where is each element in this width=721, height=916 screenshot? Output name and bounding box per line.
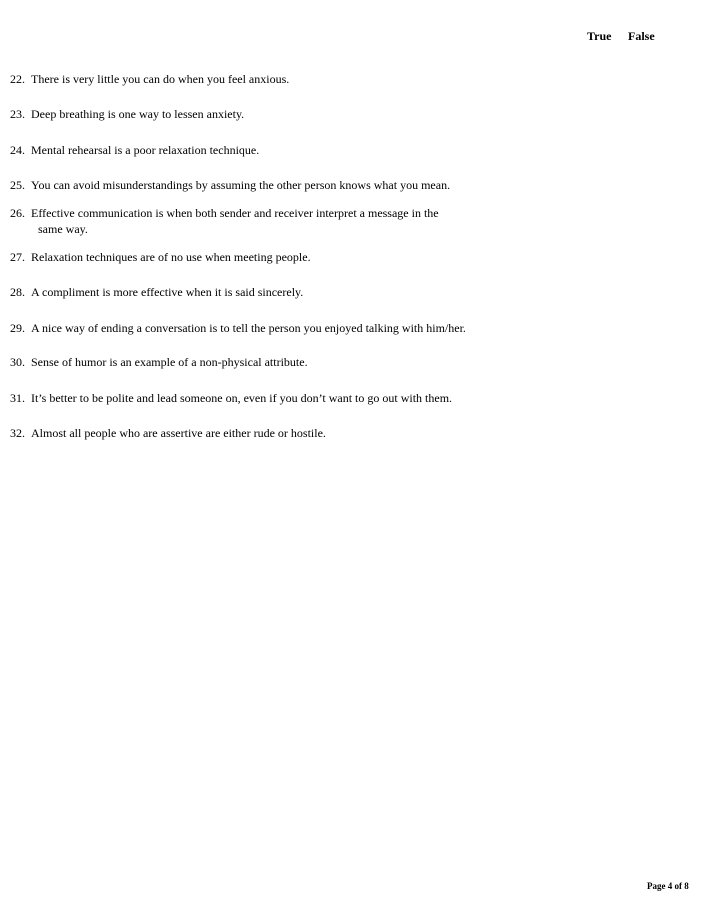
question-number: 29. [10, 321, 25, 335]
question-30 [10, 354, 308, 370]
question-text: A compliment is more effective when it is said sincerely. [31, 285, 304, 299]
question-number: 28. [10, 285, 25, 299]
question-number: 26. [10, 206, 25, 220]
question-text: A nice way of ending a conversation is to tell the person you enjoyed talking with him/her. [31, 321, 466, 335]
question-text: It’s better to be polite and lead someone on, even if you don’t want to go out with them. [31, 391, 453, 405]
question-number: 27. [10, 250, 25, 264]
question-22 [10, 71, 289, 87]
true-column-header: True [587, 29, 612, 43]
question-25 [10, 177, 450, 193]
question-text: Sense of humor is an example of a non-physical attribute. [31, 355, 308, 369]
question-number: 22. [10, 72, 25, 86]
question-text: You can avoid misunderstandings by assuming the other person knows what you mean. [31, 178, 451, 192]
question-number: 23. [10, 107, 25, 121]
question-text: Relaxation techniques are of no use when meeting people. [31, 250, 311, 264]
question-text-continuation: same way. [38, 222, 88, 236]
question-32 [10, 425, 326, 441]
question-text: Almost all people who are assertive are either rude or hostile. [31, 426, 326, 440]
question-23 [10, 106, 244, 122]
question-28 [10, 284, 303, 300]
question-text: Mental rehearsal is a poor relaxation technique. [31, 143, 260, 157]
question-text: Effective communication is when both sender and receiver interpret a message in the [31, 206, 439, 220]
question-number: 31. [10, 391, 25, 405]
question-text: Deep breathing is one way to lessen anxiety. [31, 107, 245, 121]
question-number: 24. [10, 143, 25, 157]
question-29 [10, 320, 466, 336]
question-24 [10, 142, 259, 158]
question-27 [10, 249, 311, 265]
question-number: 32. [10, 426, 25, 440]
question-number: 25. [10, 178, 25, 192]
page-number: Page 4 of 8 [647, 881, 689, 891]
question-31 [10, 390, 452, 406]
question-number: 30. [10, 355, 25, 369]
false-column-header: False [628, 29, 655, 43]
question-26 [10, 205, 439, 237]
question-text: There is very little you can do when you feel anxious. [31, 72, 290, 86]
